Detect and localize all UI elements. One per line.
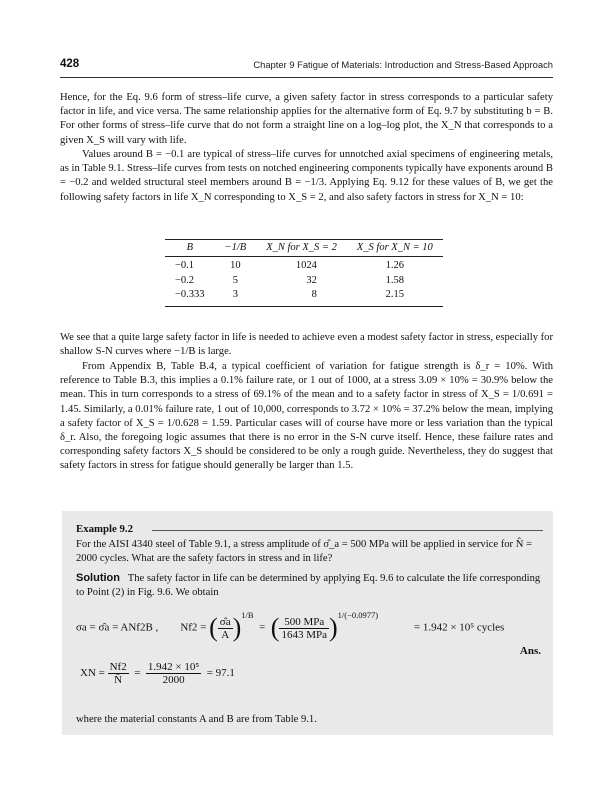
eq1-frac2-num: 500 MPa xyxy=(279,616,329,629)
table-cell: 3 xyxy=(215,288,257,306)
page-number: 428 xyxy=(60,58,80,70)
table-header-cell: B xyxy=(165,240,215,257)
example-closing: where the material constants A and B are from Table 9.1. xyxy=(76,714,317,725)
table-header-row xyxy=(165,240,443,257)
eq1-nf2: Nf2 = xyxy=(180,621,207,634)
eq1-result: = 1.942 × 10⁵ cycles xyxy=(413,621,505,634)
answer-label: Ans. xyxy=(519,645,541,657)
table-row xyxy=(165,257,443,274)
solution-label: Solution xyxy=(76,572,120,584)
table-row xyxy=(165,274,443,289)
running-head: Chapter 9 Fatigue of Materials: Introduction and Stress-Based Approach xyxy=(253,59,553,70)
table-cell: 32 xyxy=(306,274,317,286)
table-cell: −0.1 xyxy=(175,260,195,271)
table-cell: 10 xyxy=(230,260,241,271)
eq1-exp2: 1/(−0.0977) xyxy=(337,609,379,620)
paragraph-3: We see that a quite large safety factor in life is needed to achieve even a modest safety factor in stress, especially for shallow S-N curves where −1/B is large. xyxy=(60,332,553,358)
eq1-left: σa = σ̂a = ANf2B , xyxy=(76,621,159,634)
eq1-frac2-den: 1643 MPa xyxy=(281,628,327,641)
eq2-frac1-num: Nf2 xyxy=(109,661,127,673)
page-header xyxy=(60,58,553,74)
paragraph-2: Values around B = −0.1 are typical of stress–life curves for unnotched axial specimens of engineering metals, as in Table 9.1. Stress–life curves from tests on notched engineering components typically have exponents around B = −0.2 and welded structural steel members around B = −1/3. Applying Eq. 9.12 for these values of B, we get the following safety factors in life X_N corresponding to X_S = 2, and also safety factors in stress for X_N = 10: xyxy=(60,149,553,203)
eq2-frac1-den: N̂ xyxy=(114,674,123,686)
solution-text: The safety factor in life can be determined by applying Eq. 9.6 to calculate the life corresponding to Point (2) in Fig. 9.6. We obtain xyxy=(76,573,541,599)
table-cell: 8 xyxy=(256,288,347,306)
eq2-frac2-num: 1.942 × 10⁵ xyxy=(147,661,200,673)
table-cell: 2.15 xyxy=(347,288,443,306)
table-header-cell: X_S for X_N = 10 xyxy=(347,240,443,257)
equation-2: XN = $\frac{Nf2}{N̂}$ = $\frac{\text{1.942 × 10⁵}}{2000}$ = 97.1 xyxy=(80,661,235,686)
table-cell: −0.333 xyxy=(165,288,215,306)
paragraph-4: From Appendix B, Table B.4, a typical coefficient of variation for fatigue strength is δ_r = 10%. With reference to Table B.3, this implies a 0.1% failure rate, or 1 out of 1000, at a stress 3.09 × 10% = 30.9% below the mean. This in turn corresponds to a stress of 69.1% of the mean and to a safety factor in stress of X_S = 1/0.691 = 1.45. Similarly, a 0.01% failure rate, 1 out of 10,000, corresponds to 3.72 × 10% = 37.2% below the mean, implying a safety factor of X_S = 1/0.628 = 1.59. Particular cases will of course have more or less variation than the typical δ_r. Also, the foregoing logic assumes that there is no error in the S-N curve itself. Hence, these failure rates and corresponding safety factors X_S should be considered to be only a rough guide. Nevertheless, they do suggest that safety factors in stress for fatigue should generally be larger than 1.5. xyxy=(60,361,553,472)
eq2-frac2-den: 2000 xyxy=(162,674,185,686)
safety-factor-table xyxy=(165,239,443,307)
example-box xyxy=(62,511,553,735)
table-cell: 5 xyxy=(232,274,238,286)
example-problem: For the AISI 4340 steel of Table 9.1, a stress amplitude of σ̂_a = 500 MPa will be applied in service for N̂ = 2000 cycles. What are the safety factors in stress and in life? xyxy=(76,539,532,565)
table-header-cell: −1/B xyxy=(215,240,257,257)
eq2-lhs: XN = xyxy=(80,667,105,680)
table-cell: −0.2 xyxy=(175,274,195,286)
eq1-frac1-den: A xyxy=(221,628,230,641)
equation-1: σa = σ̂a = ANf2B , Nf2 = ( $\frac{\sigmâa}{A}$ )$^{1/B}$ = ( $\frac{\text{500 MPa}}{\text{1643 MPa}}$ )$^{1/(-0.0977)}$ = 1.942 × 10⁵ cycles xyxy=(76,609,505,642)
header-rule xyxy=(60,77,553,78)
table-cell: 1.58 xyxy=(385,274,405,286)
eq1-frac1-num: σ̂a xyxy=(219,615,231,628)
example-rule xyxy=(152,530,543,531)
example-solution xyxy=(76,571,541,600)
eq2-result: = 97.1 xyxy=(206,667,235,680)
table-header-cell: X_N for X_S = 2 xyxy=(256,240,347,257)
table-cell: 1024 xyxy=(295,260,317,271)
example-title: Example 9.2 xyxy=(76,523,133,535)
table-row xyxy=(165,288,443,306)
table-cell: 1.26 xyxy=(385,260,405,271)
paragraph-1: Hence, for the Eq. 9.6 form of stress–life curve, a given safety factor in stress corresponds to a particular safety factor in life, and vice versa. The same relationship applies for the alternative form of Eq. 9.7 by substituting b = B. For other forms of stress–life curve that do not form a straight line on a log–log plot, the X_N that corresponds to a given X_S will vary with life. xyxy=(60,92,553,146)
eq1-exp1: 1/B xyxy=(241,609,254,620)
